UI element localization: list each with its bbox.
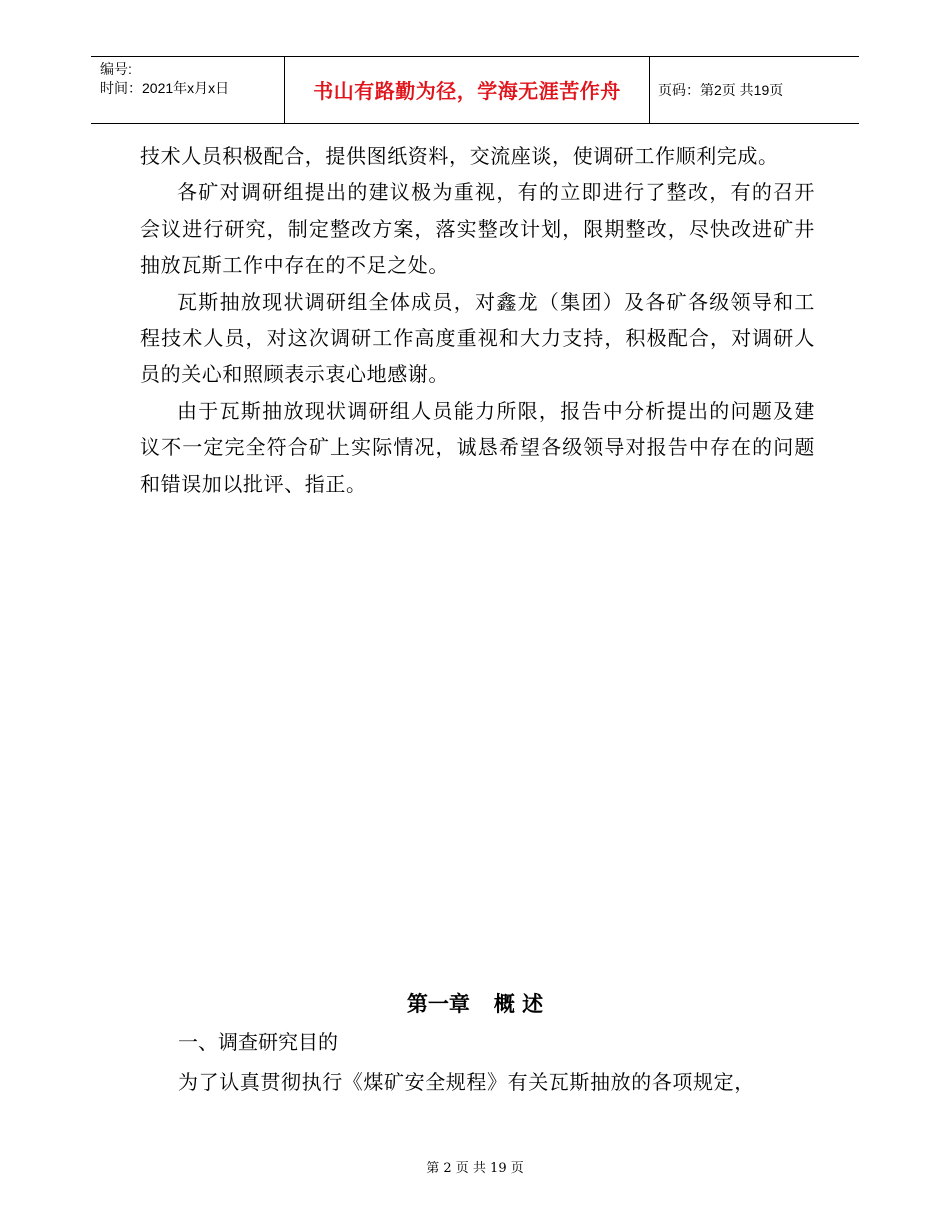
paragraph: 由于瓦斯抽放现状调研组人员能力所限，报告中分析提出的问题及建议不一定完全符合矿上实际情况，诚恳希望各级领导对报告中存在的问题和错误加以批评、指正。 (140, 398, 815, 496)
page-header (91, 56, 859, 124)
paragraph-continuation: 技术人员积极配合，提供图纸资料，交流座谈，使调研工作顺利完成。 (140, 144, 779, 168)
doc-number-label: 编号: (100, 61, 132, 77)
header-motto: 书山有路勤为径，学海无涯苦作舟 (313, 80, 621, 103)
paragraph: 瓦斯抽放现状调研组全体成员，对鑫龙（集团）及各矿各级领导和工程技术人员，对这次调研工作高度重视和大力支持，积极配合，对调研人员的关心和照顾表示衷心地感谢。 (140, 289, 815, 387)
section-text: 为了认真贯彻执行《煤矿安全规程》有关瓦斯抽放的各项规定， (178, 1070, 755, 1094)
body-text (140, 138, 815, 502)
section-heading: 一、调查研究目的 (178, 1030, 338, 1054)
paragraph: 各矿对调研组提出的建议极为重视，有的立即进行了整改，有的召开会议进行研究，制定整改方案，落实整改计划，限期整改，尽快改进矿井抽放瓦斯工作中存在的不足之处。 (140, 180, 815, 278)
chapter-name: 概 述 (493, 992, 544, 1016)
header-motto-cell (285, 57, 650, 123)
chapter-number: 第一章 (406, 992, 470, 1016)
doc-time-label: 时间：2021年x月x日 (100, 80, 230, 96)
header-meta (91, 57, 285, 123)
chapter-title (0, 988, 950, 1018)
header-page-info: 页码：第2页 共19页 (658, 82, 784, 98)
page-footer: 第 2 页 共 19 页 (426, 1161, 524, 1176)
